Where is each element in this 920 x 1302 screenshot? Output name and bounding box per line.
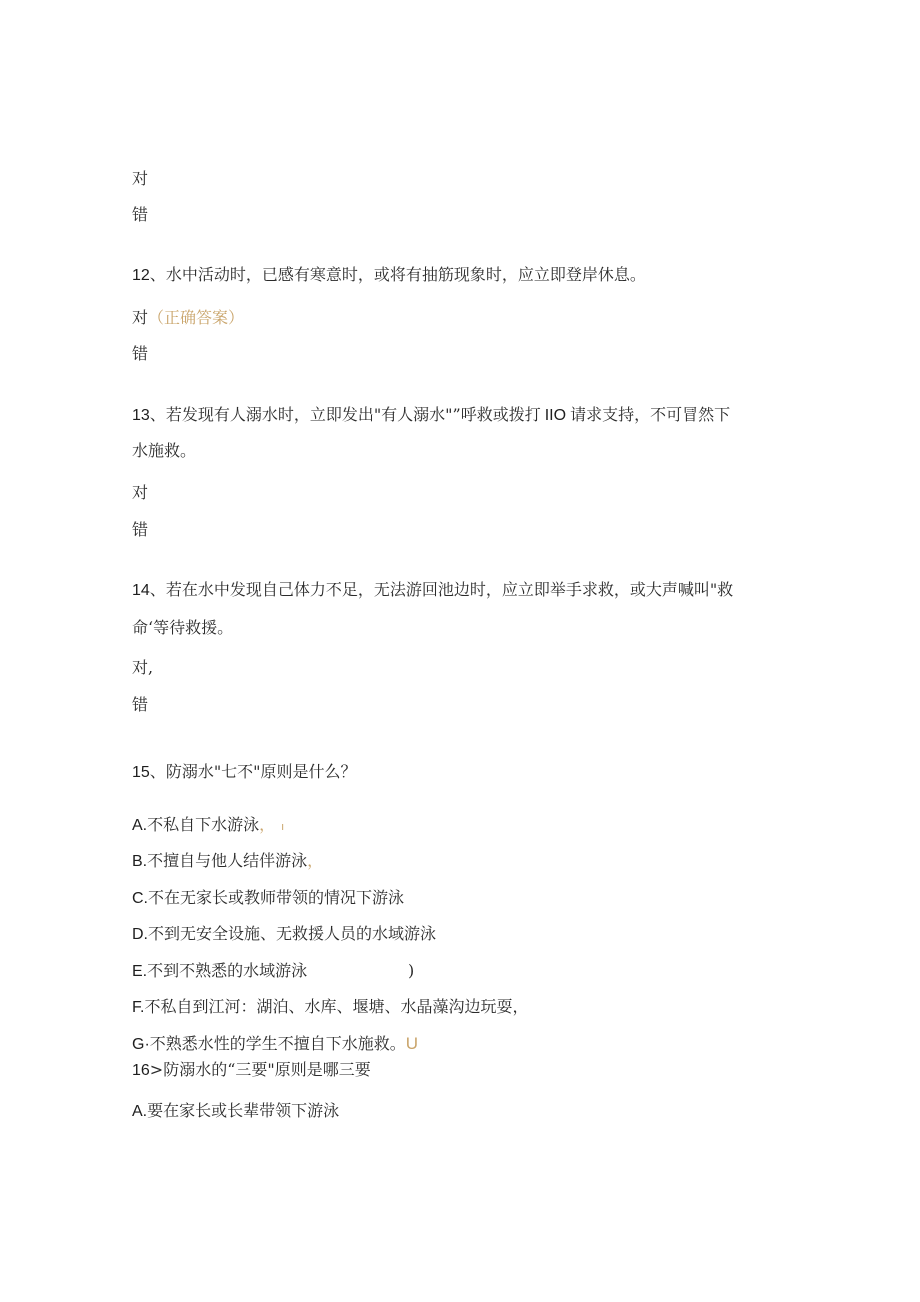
option-text: 要在家长或长辈带领下游泳 (147, 1101, 340, 1120)
q13-number: 13 (132, 407, 150, 424)
q12-separator: 、 (149, 265, 166, 284)
q12-number: 12 (132, 267, 150, 284)
q14-option-true[interactable] (132, 658, 153, 678)
q11-option-true[interactable] (132, 169, 148, 189)
q16-option-a[interactable] (132, 1101, 339, 1122)
q11-option-false[interactable] (132, 205, 148, 225)
answer-mark: ， (307, 853, 324, 870)
q14-option-true-label: 对, (132, 658, 154, 677)
q12-option-false[interactable] (132, 344, 148, 364)
q15-option-f[interactable] (132, 997, 528, 1018)
q14-number: 14 (132, 582, 150, 599)
q13-text-b: 请求支持，不可冒然下 (570, 405, 731, 424)
option-text: 不在无家长或教师带领的情况下游泳 (148, 888, 405, 907)
option-letter: B. (132, 853, 148, 870)
q15-option-e[interactable] (132, 961, 307, 982)
q16-number: 16 (132, 1062, 150, 1079)
q13-text-line2: 水施救。 (132, 441, 197, 460)
option-letter: A. (132, 1103, 148, 1120)
q14-text-line1: 若在水中发现自己体力不足，无法游回池边时，应立即举手求救，或大声喊叫"救 (165, 580, 734, 599)
option-text: 不擅自与他人结伴游泳 (147, 851, 308, 870)
q13-phone-code: IIO (544, 407, 567, 424)
q14-question-line1 (132, 580, 733, 601)
q15-number: 15 (132, 764, 150, 781)
q13-option-true[interactable] (132, 483, 148, 503)
answer-mark-extra: ı (281, 821, 285, 833)
q15-option-b[interactable] (132, 851, 323, 872)
q13-option-true-label: 对 (132, 483, 149, 502)
q11-option-true-label: 对 (132, 169, 149, 188)
answer-paren: ) (408, 961, 415, 980)
q12-option-true[interactable] (132, 308, 244, 328)
option-text: 不到不熟悉的水域游泳 (147, 961, 308, 980)
q16-question (132, 1060, 371, 1081)
q15-separator: 、 (149, 762, 166, 781)
option-letter: G· (132, 1036, 150, 1053)
option-text: 不私自下水游泳 (147, 815, 260, 834)
q13-option-false-label: 错 (132, 520, 149, 539)
q14-option-false[interactable] (132, 695, 148, 715)
option-text: 不私自到江河：湖泊、水库、堰塘、水晶藻沟边玩耍， (144, 997, 529, 1016)
option-letter: D. (132, 926, 148, 943)
q15-option-a[interactable] (132, 815, 284, 837)
q11-option-false-label: 错 (132, 205, 149, 224)
option-text: 不熟悉水性的学生不擅自下水施救。 (149, 1034, 406, 1053)
option-letter: E. (132, 963, 148, 980)
q15-option-d[interactable] (132, 924, 436, 945)
q15-question (132, 762, 357, 783)
q12-text: 水中活动时，已感有寒意时，或将有抽筋现象时，应立即登岸休息。 (165, 265, 646, 284)
q15-option-g[interactable] (132, 1034, 418, 1055)
q14-option-false-label: 错 (132, 695, 149, 714)
q12-option-true-label: 对 (132, 308, 149, 327)
q14-question-line2 (132, 618, 233, 638)
option-letter: F. (132, 999, 145, 1016)
q13-text-a: 若发现有人溺水时，立即发出"有人溺水"”呼救或拨打 (165, 405, 541, 424)
option-text: 不到无安全设施、无救援人员的水域游泳 (148, 924, 437, 943)
q14-separator: 、 (149, 580, 166, 599)
q14-text-line2: 命‘等待救援。 (132, 618, 234, 637)
q13-question-line1 (132, 405, 730, 426)
q15-text: 防溺水"七不"原则是什么？ (165, 762, 357, 781)
q13-separator: 、 (149, 405, 166, 424)
q15-option-c[interactable] (132, 888, 404, 909)
q16-text: 防溺水的“三要"原则是哪三要 (163, 1060, 371, 1079)
correct-answer-tag: （正确答案） (148, 308, 245, 327)
q13-question-line2 (132, 441, 196, 461)
q12-option-false-label: 错 (132, 344, 149, 363)
answer-mark: U (405, 1034, 419, 1053)
answer-mark: ， (259, 817, 276, 834)
q12-question (132, 265, 646, 286)
q13-option-false[interactable] (132, 520, 148, 540)
option-letter: A. (132, 817, 148, 834)
q16-separator: > (149, 1060, 164, 1079)
option-letter: C. (132, 890, 148, 907)
